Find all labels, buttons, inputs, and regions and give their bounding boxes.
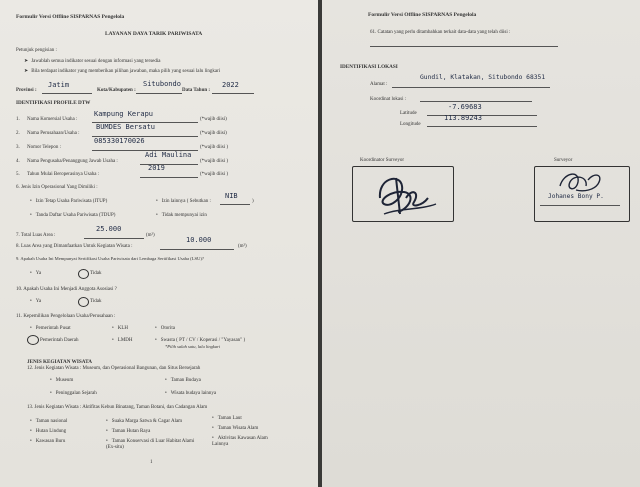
field-num: 1. [16, 117, 20, 122]
tahun-value[interactable]: 2022 [222, 81, 239, 89]
q7-line [84, 238, 144, 239]
field-label: Nama Perusahaan/Usaha : [27, 131, 80, 136]
kota-line [136, 93, 182, 94]
q13-label: 13. Jenis Kegiatan Wisata : Aktifitas Kebun Binatang, Taman Botani, dan Cadangan Alam [27, 405, 208, 410]
q13-option-exsitu[interactable]: • Taman Konservasi di Luar Habitat Alami (Ex-situ) [106, 439, 201, 451]
location-heading: IDENTIFIKASI LOKASI [340, 64, 398, 70]
field-required-note: (*wajib diisi ) [200, 145, 229, 150]
q9-no[interactable]: Tidak [90, 271, 102, 276]
q12-option-taman-budaya[interactable]: • Taman Budaya [165, 378, 201, 384]
field-value[interactable]: 2019 [148, 164, 165, 172]
field-value[interactable]: 085330170026 [94, 137, 145, 145]
q9-yes[interactable]: • Ya [30, 271, 41, 277]
q9-no-circle [78, 269, 89, 279]
q11-option-pusat[interactable]: • Pemerintah Pusat [30, 326, 71, 332]
q61-label: 61. Catatan yang perlu ditambahkan terkait data-data yang telah diisi : [370, 30, 511, 35]
q6-label: 6. Jenis Izin Operasional Yang Dimiliki : [16, 185, 98, 190]
alamat-value[interactable]: Gundil, Klatakan, Situbondo 68351 [420, 74, 546, 81]
field-value[interactable]: BUMDES Bersatu [96, 123, 156, 131]
form-title: Formulir Versi Offline SISPARNAS Pengelola [16, 14, 125, 20]
field-num: 4. [16, 159, 20, 164]
q8-line [160, 249, 234, 250]
field-label: Nama Pengusaha/Penanggung Jawab Usaha : [27, 159, 118, 164]
surveyor-label: Surveyor [554, 158, 573, 163]
q11-daerah-circle [27, 335, 39, 345]
field-required-note: (*wajib diisi) [200, 117, 227, 122]
koordinat-label: Koordinat lokasi : [370, 97, 407, 102]
q12-option-peninggalan[interactable]: • Peninggalan Sejarah [50, 391, 97, 397]
surveyor-name-line [540, 205, 620, 206]
q11-label: 11. Kepemilikan Pengelolaan Usaha/Perusahaan : [16, 314, 116, 319]
q13-option-tahura[interactable]: • Taman Hutan Raya [106, 429, 150, 435]
latitude-label: Latitude [400, 111, 417, 116]
q6-option-lainnya[interactable]: • Izin lainnya ( Sebutkan : [156, 199, 211, 205]
q12-label: 12. Jenis Kegiatan Wisata : Museum, dan Operasional Bangunan, dan Situs Bersejarah [27, 366, 201, 371]
field-value[interactable]: Kampung Kerapu [94, 110, 154, 118]
q6-lainnya-line [220, 204, 250, 205]
q9-label: 9. Apakah Usaha Ini Mempunyai Sertifikasi Usaha Pariwisata dari Lembaga Sertifikasi Usaha (LSU)? [16, 256, 204, 261]
alamat-line [392, 87, 550, 88]
q7-label: 7. Total Luas Area : [16, 233, 56, 238]
field-required-note: (*wajib diisi ) [200, 159, 229, 164]
q13-option-taman-laut[interactable]: • Taman Laut [212, 416, 242, 422]
q11-option-otorita[interactable]: • Otorita [155, 326, 175, 332]
instruction-item-2: ➤ Bila terdapat indikator yang memberikan pilihan jawaban, maka pilih yang sesuai lalu lingkari [24, 69, 220, 75]
q13-option-hutan-lindung[interactable]: • Hutan Lindung [30, 429, 66, 435]
q11-option-lmdh[interactable]: • LMDH [112, 338, 133, 344]
form-page-left [0, 0, 318, 487]
q7-unit: (m²) [146, 233, 155, 238]
q6-option-itup[interactable]: • Izin Tetap Usaha Pariwisata (ITUP) [30, 199, 107, 205]
q8-unit: (m²) [238, 244, 247, 249]
activity-heading: JENIS KEGIATAN WISATA [27, 359, 92, 365]
q6-lainnya-value[interactable]: NIB [225, 192, 238, 200]
field-required-note: (*wajib diisi ) [200, 172, 229, 177]
q10-label: 10. Apakah Usaha Ini Menjadi Anggota Asosiasi ? [16, 287, 117, 292]
q11-option-klh[interactable]: • KLH [112, 326, 128, 332]
field-num: 2. [16, 131, 20, 136]
field-line [140, 177, 198, 178]
q8-value[interactable]: 10.000 [186, 236, 212, 244]
section-title: LAYANAN DAYA TARIK PARIWISATA [105, 31, 203, 37]
q10-no[interactable]: Tidak [90, 299, 102, 304]
profile-heading: IDENTIFIKASI PROFILE DTW [16, 100, 91, 106]
q6-close-paren: ) [252, 199, 254, 204]
kota-label: Kota/Kabupaten : [97, 88, 136, 93]
field-label: Nama Komersial Usaha : [27, 117, 78, 122]
provinsi-label: Provinsi : [16, 88, 37, 93]
coordinator-signature [370, 168, 450, 220]
provinsi-value[interactable]: Jatim [48, 81, 70, 89]
longitude-label: Longitude [400, 122, 421, 127]
kota-value[interactable]: Situbondo [143, 80, 181, 88]
q6-option-none[interactable]: • Tidak mempunyai izin [156, 213, 207, 219]
q13-option-kawasan-buru[interactable]: • Kawasan Buru [30, 439, 65, 445]
longitude-line [427, 126, 537, 127]
coordinator-surveyor-label: Koordinator Surveyor [360, 158, 405, 163]
field-value[interactable]: Adi Maulina [145, 151, 192, 159]
form-title: Formulir Versi Offline SISPARNAS Pengelola [368, 12, 477, 18]
alamat-label: Alamat : [370, 82, 388, 87]
q11-option-swasta[interactable]: • Swasta ( PT / CV / Koperasi / "Yayasan" ) [155, 338, 245, 344]
q10-no-circle [78, 297, 89, 307]
page-number: 1 [150, 460, 153, 465]
field-num: 5. [16, 172, 20, 177]
instruction-item-1: ➤ Jawablah semua indikator sesuai dengan informasi yang tersedia [24, 59, 160, 65]
q12-option-budaya-lainnya[interactable]: • Wisata budaya lainnya [165, 391, 216, 397]
field-required-note: (*wajib diisi) [200, 131, 227, 136]
field-num: 3. [16, 145, 20, 150]
q13-option-alam-lainnya[interactable]: • Aktivitas Kawasan Alam Lainnya [212, 436, 282, 448]
q8-label: 8. Luas Area yang Dimanfaatkan Untuk Kegiatan Wisata : [16, 244, 133, 249]
provinsi-line [42, 93, 92, 94]
tahun-label: Data Tahun : [182, 88, 211, 93]
q13-option-twa[interactable]: • Taman Wisata Alam [212, 426, 258, 432]
q11-note: *Pilih salah satu, lalu lingkari [165, 344, 221, 349]
q12-option-museum[interactable]: • Museum [50, 378, 73, 384]
q13-option-taman-nasional[interactable]: • Taman nasional [30, 419, 67, 425]
instructions-title: Petunjuk pengisian : [16, 48, 57, 53]
koordinat-line [420, 101, 532, 102]
latitude-value[interactable]: -7.69683 [448, 103, 482, 111]
longitude-value[interactable]: 113.89243 [444, 114, 482, 122]
field-label: Tahun Mulai Beroperasinya Usaha : [27, 172, 100, 177]
surveyor-name: Johanes Bony P. [548, 193, 604, 200]
tahun-line [212, 93, 254, 94]
q61-line-1 [370, 46, 558, 47]
q7-value[interactable]: 25.000 [96, 225, 122, 233]
form-page-right [322, 0, 640, 487]
q10-yes[interactable]: • Ya [30, 299, 41, 305]
q6-option-tdup[interactable]: • Tanda Daftar Usaha Pariwisata (TDUP) [30, 213, 115, 219]
q13-option-suaka[interactable]: • Suaka Marga Satwa & Cagar Alam [106, 419, 182, 425]
field-label: Nomor Telepon : [27, 145, 61, 150]
q11-option-daerah[interactable]: Pemerintah Daerah [40, 338, 79, 343]
